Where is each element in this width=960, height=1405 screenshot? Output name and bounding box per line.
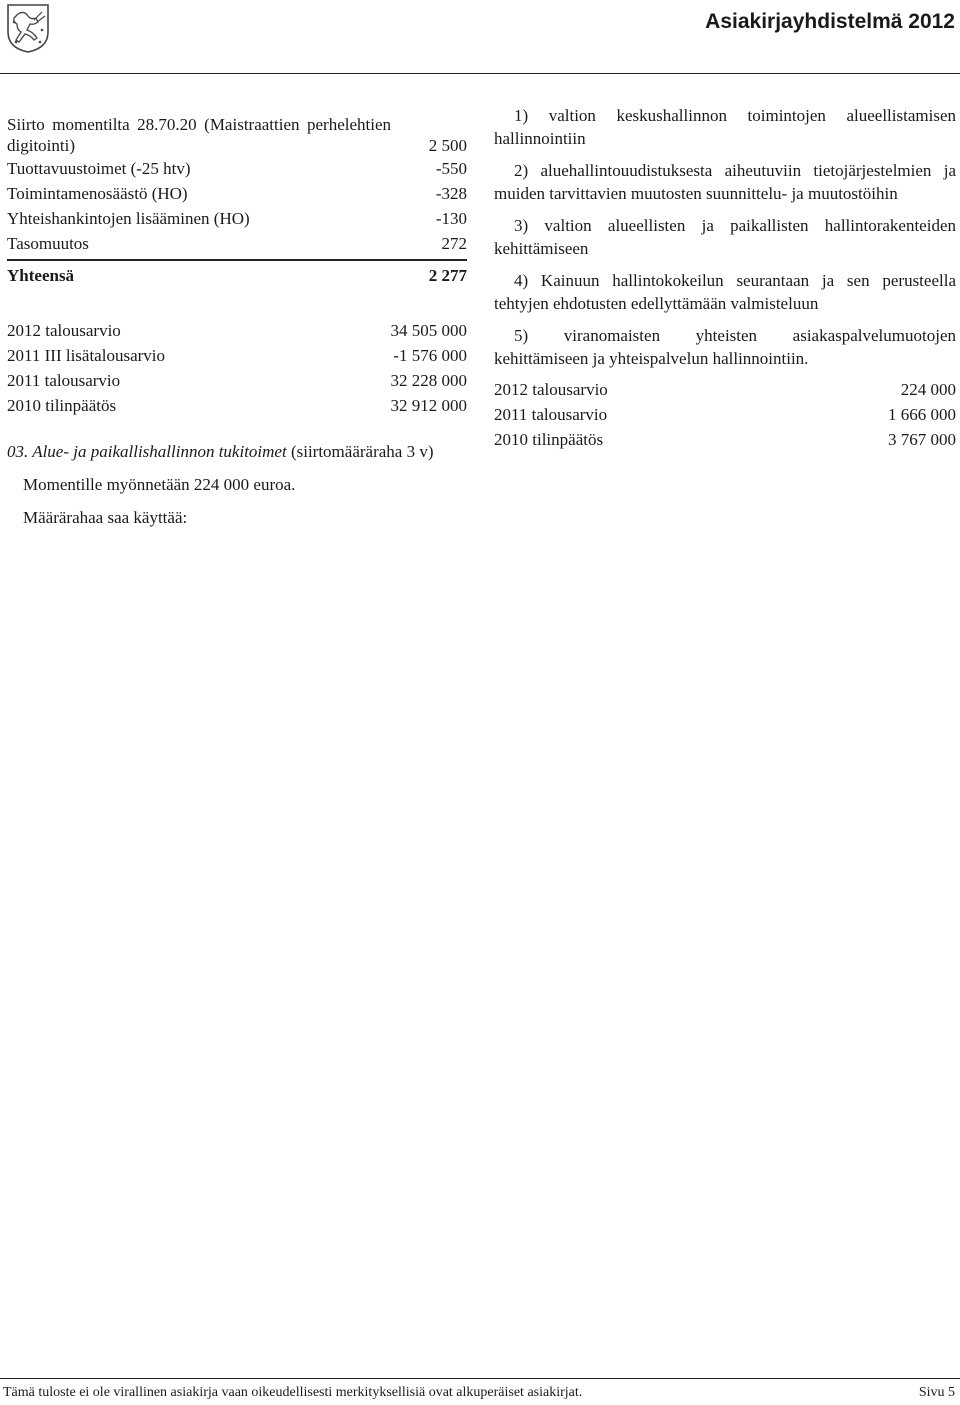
budget-value: 32 912 000 [390,396,467,415]
budget-value: -1 576 000 [393,346,467,365]
moment-heading [7,440,467,463]
table-row [7,231,467,256]
usage-paragraph: Määrärahaa saa käyttää: [23,508,188,527]
budget-table [7,318,467,418]
budget-row [7,368,467,393]
intro-text: Siirto momentilta 28.70.20 (Maistraattien perhelehtien digitointi) [7,115,391,155]
row-value: -550 [435,159,467,178]
table-row [7,206,467,231]
moment-heading-title: 03. Alue- ja paikallishallinnon tukitoimet [7,442,287,461]
row-label: Yhteishankintojen lisääminen (HO) [7,209,250,228]
moment-heading-type: (siirtomääräraha 3 v) [286,442,434,461]
total-label: Yhteensä [7,266,75,285]
moment-budget-table [494,377,956,452]
budget-label: 2010 tilinpäätös [7,396,117,415]
budget-value: 32 228 000 [390,371,467,390]
usage-item: 4) Kainuun hallintokokeilun seurantaan ja sen perusteella tehtyjen ehdotusten edellyttämään valmisteluun [494,271,956,313]
row-label: Tuottavuustoimet (-25 htv) [7,159,191,178]
table-row [7,181,467,206]
page-footer [3,1385,955,1401]
intro-value: 2 500 [428,136,467,155]
budget-label: 2010 tilinpäätös [494,430,604,449]
usage-item: 5) viranomaisten yhteisten asiakaspalvelumuotojen kehittämiseen ja yhteispalvelun hallinnointiin. [494,326,956,368]
usage-item: 1) valtion keskushallinnon toimintojen alueellistamisen hallinnointiin [494,106,956,148]
left-column [7,114,467,529]
total-value: 2 277 [428,266,467,285]
budget-label: 2012 talousarvio [7,321,121,340]
row-value: -130 [435,209,467,228]
budget-row [494,427,956,452]
usage-item: 3) valtion alueellisten ja paikallisten hallintorakenteiden kehittämiseen [494,216,956,258]
page-header [0,0,960,70]
row-value: -328 [435,184,467,203]
budget-value: 224 000 [900,380,956,399]
budget-row [494,402,956,427]
total-row [7,259,467,288]
row-value: 272 [441,234,467,253]
footer-disclaimer: Tämä tuloste ei ole virallinen asiakirja vaan oikeudellisesti merkityksellisiä ovat alkuperäiset asiakirjat. [3,1385,583,1400]
budget-label: 2011 talousarvio [7,371,121,390]
budget-row [494,377,956,402]
coat-of-arms-lion-icon [4,2,52,54]
right-column [494,104,956,452]
budget-value: 3 767 000 [888,430,956,449]
budget-label: 2011 talousarvio [494,405,608,424]
budget-value: 34 505 000 [390,321,467,340]
budget-label: 2012 talousarvio [494,380,608,399]
row-label: Toimintamenosäästö (HO) [7,184,188,203]
allocation-paragraph: Momentille myönnetään 224 000 euroa. [23,475,296,494]
usage-item: 2) aluehallintouudistuksesta aiheutuviin tietojärjestelmien ja muiden tarvittavien muutosten suunnittelu- ja muutostöihin [494,161,956,203]
page-number: Sivu 5 [918,1385,955,1400]
budget-label: 2011 III lisätalousarvio [7,346,165,365]
document-title: Asiakirjayhdistelmä 2012 [705,10,955,33]
budget-row [7,393,467,418]
footer-divider [0,1378,960,1379]
table-row [7,156,467,181]
header-divider [0,73,960,74]
budget-row [7,318,467,343]
change-table [7,156,467,288]
budget-value: 1 666 000 [888,405,956,424]
row-label: Tasomuutos [7,234,89,253]
budget-row [7,343,467,368]
intro-row [7,114,467,156]
